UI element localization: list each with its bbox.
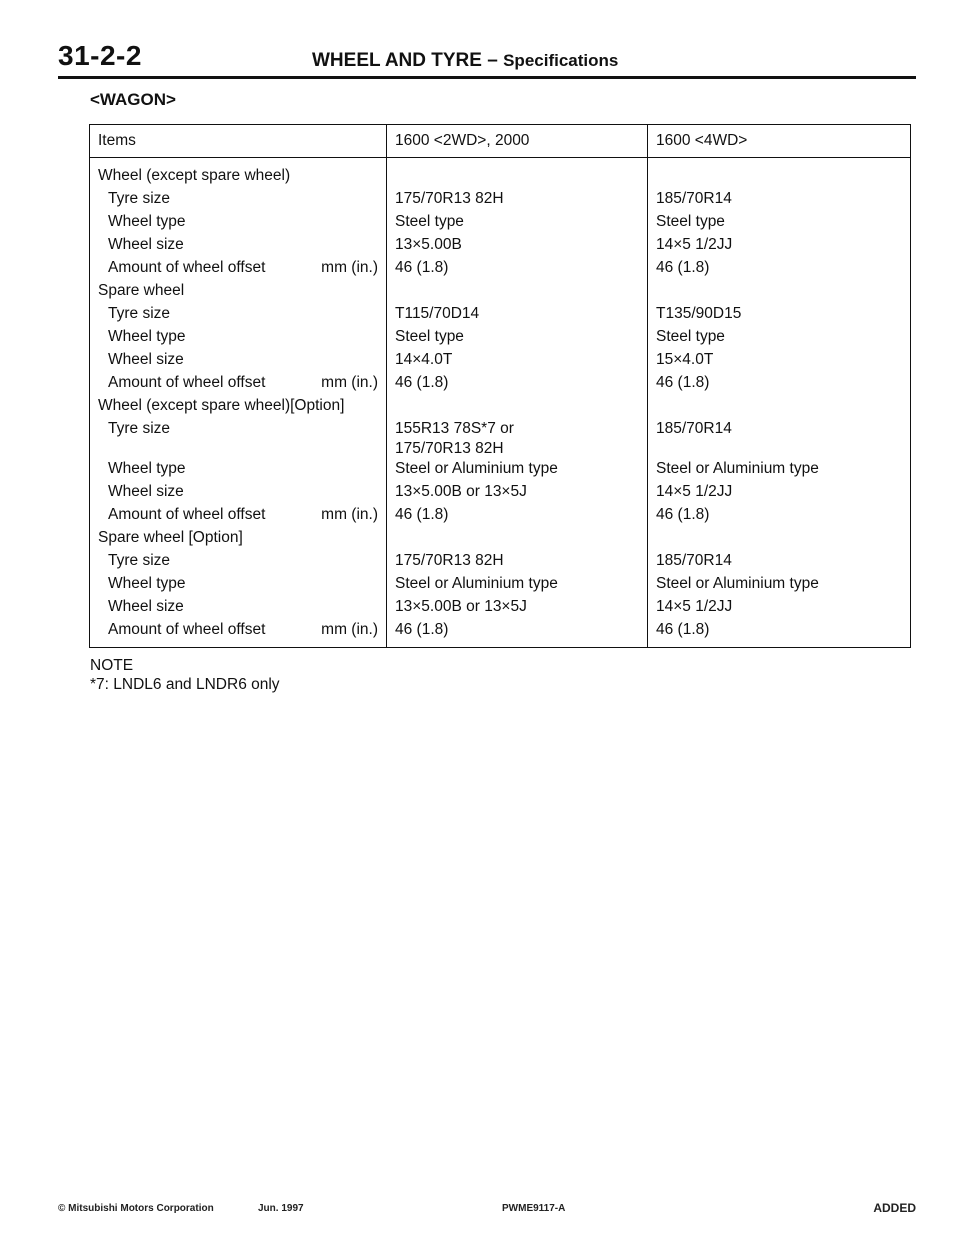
table-row bbox=[90, 482, 911, 505]
value-4wd-cell bbox=[648, 281, 911, 304]
item-cell bbox=[90, 258, 387, 281]
value-2wd: Steel or Aluminium type bbox=[395, 575, 558, 592]
value-4wd: 46 (1.8) bbox=[656, 374, 710, 391]
spec-table bbox=[89, 124, 911, 648]
item-label: Wheel size bbox=[108, 598, 184, 615]
item-cell bbox=[90, 158, 387, 190]
value-2wd-cell bbox=[387, 258, 648, 281]
value-4wd-cell bbox=[648, 350, 911, 373]
table-row bbox=[90, 189, 911, 212]
value-4wd: 185/70R14 bbox=[656, 420, 732, 437]
table-header-row bbox=[90, 125, 911, 158]
value-4wd-cell bbox=[648, 419, 911, 459]
value-4wd-cell bbox=[648, 158, 911, 190]
item-cell bbox=[90, 396, 387, 419]
table-row bbox=[90, 350, 911, 373]
column-header-2wd: 1600 <2WD>, 2000 bbox=[387, 125, 648, 158]
value-2wd-cell bbox=[387, 158, 648, 190]
footer-status: ADDED bbox=[873, 1201, 916, 1215]
table-row bbox=[90, 327, 911, 350]
table-row bbox=[90, 620, 911, 648]
note-label: NOTE bbox=[90, 657, 134, 674]
value-2wd-cell bbox=[387, 350, 648, 373]
value-2wd: Steel type bbox=[395, 213, 464, 230]
value-2wd-cell bbox=[387, 597, 648, 620]
item-label: Wheel size bbox=[108, 351, 184, 368]
value-2wd: Steel or Aluminium type bbox=[395, 460, 558, 477]
footer-copyright: © Mitsubishi Motors Corporation bbox=[58, 1203, 214, 1214]
value-2wd-cell bbox=[387, 551, 648, 574]
value-4wd: Steel or Aluminium type bbox=[656, 575, 819, 592]
value-4wd: Steel type bbox=[656, 213, 725, 230]
value-2wd-cell bbox=[387, 620, 648, 648]
value-4wd: Steel or Aluminium type bbox=[656, 460, 819, 477]
value-4wd-cell bbox=[648, 189, 911, 212]
item-cell bbox=[90, 482, 387, 505]
value-2wd-cell bbox=[387, 189, 648, 212]
item-label: Wheel type bbox=[108, 213, 186, 230]
value-2wd: 46 (1.8) bbox=[395, 259, 449, 276]
item-cell bbox=[90, 212, 387, 235]
table-row bbox=[90, 304, 911, 327]
table-row bbox=[90, 505, 911, 528]
item-label: Amount of wheel offset bbox=[108, 374, 266, 391]
table-row bbox=[90, 212, 911, 235]
table-row bbox=[90, 396, 911, 419]
value-2wd: 46 (1.8) bbox=[395, 506, 449, 523]
value-4wd-cell bbox=[648, 396, 911, 419]
value-4wd-cell bbox=[648, 304, 911, 327]
item-label: Amount of wheel offset bbox=[108, 621, 266, 638]
item-label: Wheel (except spare wheel)[Option] bbox=[98, 397, 345, 414]
item-label: Wheel (except spare wheel) bbox=[98, 167, 291, 184]
value-2wd: 13×5.00B bbox=[395, 236, 462, 253]
value-4wd: 185/70R14 bbox=[656, 552, 732, 569]
value-4wd-cell bbox=[648, 505, 911, 528]
table-row bbox=[90, 258, 911, 281]
value-2wd-cell bbox=[387, 281, 648, 304]
value-2wd-cell bbox=[387, 482, 648, 505]
item-label: Wheel size bbox=[108, 483, 184, 500]
value-2wd: 46 (1.8) bbox=[395, 374, 449, 391]
item-cell bbox=[90, 327, 387, 350]
value-4wd: 185/70R14 bbox=[656, 190, 732, 207]
footer-date: Jun. 1997 bbox=[258, 1203, 304, 1214]
value-4wd-cell bbox=[648, 327, 911, 350]
item-cell bbox=[90, 551, 387, 574]
item-cell bbox=[90, 304, 387, 327]
value-4wd-cell bbox=[648, 551, 911, 574]
column-header-4wd: 1600 <4WD> bbox=[648, 125, 911, 158]
item-cell bbox=[90, 528, 387, 551]
item-label: Wheel type bbox=[108, 575, 186, 592]
value-2wd: 14×4.0T bbox=[395, 351, 453, 368]
value-2wd-cell bbox=[387, 396, 648, 419]
value-2wd-cell bbox=[387, 419, 648, 459]
value-4wd-cell bbox=[648, 258, 911, 281]
value-4wd-cell bbox=[648, 597, 911, 620]
item-cell bbox=[90, 373, 387, 396]
value-4wd: 46 (1.8) bbox=[656, 506, 710, 523]
table-row bbox=[90, 597, 911, 620]
value-4wd: 14×5 1/2JJ bbox=[656, 483, 733, 500]
item-cell bbox=[90, 235, 387, 258]
value-4wd-cell bbox=[648, 212, 911, 235]
value-2wd-cell bbox=[387, 505, 648, 528]
value-2wd: 155R13 78S*7 or 175/70R13 82H bbox=[395, 420, 514, 457]
value-2wd-cell bbox=[387, 574, 648, 597]
value-4wd-cell bbox=[648, 459, 911, 482]
header-rule bbox=[58, 76, 916, 79]
item-label: Tyre size bbox=[108, 190, 171, 207]
value-4wd: 14×5 1/2JJ bbox=[656, 236, 733, 253]
item-label: Tyre size bbox=[108, 420, 171, 437]
value-2wd-cell bbox=[387, 373, 648, 396]
page-header bbox=[58, 40, 916, 80]
item-label: Amount of wheel offset bbox=[108, 259, 266, 276]
item-label: Spare wheel [Option] bbox=[98, 529, 243, 546]
page-title-separator: – bbox=[487, 50, 498, 71]
value-2wd: T115/70D14 bbox=[395, 305, 480, 322]
value-4wd-cell bbox=[648, 235, 911, 258]
item-label: Spare wheel bbox=[98, 282, 185, 299]
value-2wd-cell bbox=[387, 459, 648, 482]
item-cell bbox=[90, 597, 387, 620]
value-4wd: 15×4.0T bbox=[656, 351, 714, 368]
item-label: Tyre size bbox=[108, 305, 171, 322]
note bbox=[90, 656, 280, 694]
value-2wd-cell bbox=[387, 212, 648, 235]
table-row bbox=[90, 528, 911, 551]
value-4wd-cell bbox=[648, 620, 911, 648]
value-4wd-cell bbox=[648, 574, 911, 597]
page-title bbox=[312, 50, 618, 72]
value-2wd-cell bbox=[387, 327, 648, 350]
value-4wd: 14×5 1/2JJ bbox=[656, 598, 733, 615]
table-row bbox=[90, 459, 911, 482]
item-cell bbox=[90, 505, 387, 528]
item-unit: mm (in.) bbox=[321, 259, 378, 276]
page-footer bbox=[58, 1203, 916, 1217]
item-label: Wheel type bbox=[108, 460, 186, 477]
item-cell bbox=[90, 620, 387, 648]
item-cell bbox=[90, 574, 387, 597]
value-2wd: 13×5.00B or 13×5J bbox=[395, 483, 527, 500]
spec-table-body bbox=[90, 158, 911, 648]
item-label: Wheel type bbox=[108, 328, 186, 345]
value-4wd: 46 (1.8) bbox=[656, 621, 710, 638]
item-label: Wheel size bbox=[108, 236, 184, 253]
value-2wd: 175/70R13 82H bbox=[395, 190, 504, 207]
item-cell bbox=[90, 419, 387, 459]
item-cell bbox=[90, 281, 387, 304]
item-label: Tyre size bbox=[108, 552, 171, 569]
item-cell bbox=[90, 350, 387, 373]
value-2wd: 13×5.00B or 13×5J bbox=[395, 598, 527, 615]
item-unit: mm (in.) bbox=[321, 621, 378, 638]
item-label: Amount of wheel offset bbox=[108, 506, 266, 523]
table-row bbox=[90, 551, 911, 574]
item-cell bbox=[90, 459, 387, 482]
value-4wd-cell bbox=[648, 482, 911, 505]
item-unit: mm (in.) bbox=[321, 506, 378, 523]
section-title: <WAGON> bbox=[90, 90, 176, 109]
value-2wd-cell bbox=[387, 528, 648, 551]
value-4wd: 46 (1.8) bbox=[656, 259, 710, 276]
item-cell bbox=[90, 189, 387, 212]
page-subtitle: Specifications bbox=[503, 51, 619, 70]
value-2wd: 46 (1.8) bbox=[395, 621, 449, 638]
table-row bbox=[90, 373, 911, 396]
table-row bbox=[90, 419, 911, 459]
table-row bbox=[90, 235, 911, 258]
value-2wd-cell bbox=[387, 304, 648, 327]
page-number: 31-2-2 bbox=[58, 40, 142, 71]
value-2wd-cell bbox=[387, 235, 648, 258]
note-text: *7: LNDL6 and LNDR6 only bbox=[90, 676, 280, 693]
value-4wd: Steel type bbox=[656, 328, 725, 345]
column-header-items: Items bbox=[90, 125, 387, 158]
table-row bbox=[90, 574, 911, 597]
page-title-main: WHEEL AND TYRE bbox=[312, 50, 482, 71]
value-2wd: 175/70R13 82H bbox=[395, 552, 504, 569]
table-row bbox=[90, 158, 911, 190]
value-4wd-cell bbox=[648, 373, 911, 396]
footer-code: PWME9117-A bbox=[502, 1203, 566, 1214]
item-unit: mm (in.) bbox=[321, 374, 378, 391]
value-4wd-cell bbox=[648, 528, 911, 551]
table-row bbox=[90, 281, 911, 304]
value-4wd: T135/90D15 bbox=[656, 305, 742, 322]
value-2wd: Steel type bbox=[395, 328, 464, 345]
